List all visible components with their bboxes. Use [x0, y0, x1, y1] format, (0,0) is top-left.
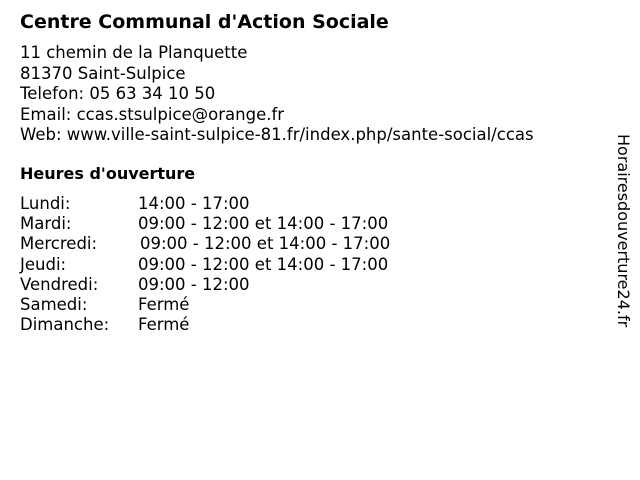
day-hours: 09:00 - 12:00	[138, 274, 250, 294]
city-postcode: 81370 Saint-Sulpice	[20, 63, 186, 83]
day-hours: 09:00 - 12:00 et 14:00 - 17:00	[138, 214, 389, 234]
contact-block	[20, 43, 534, 146]
day-hours: 09:00 - 12:00 et 14:00 - 17:00	[140, 234, 391, 254]
phone-line: Telefon: 05 63 34 10 50	[20, 84, 216, 103]
day-label: Samedi:	[20, 294, 88, 314]
day-label: Lundi:	[20, 194, 71, 213]
page-title: Centre Communal d'Action Sociale	[20, 11, 389, 33]
day-label: Mardi:	[20, 214, 72, 234]
day-label: Jeudi:	[20, 254, 67, 274]
day-label: Vendredi:	[20, 274, 99, 294]
opening-hours-heading: Heures d'ouverture	[20, 164, 196, 183]
website-line: Web: www.ville-saint-sulpice-81.fr/index.php/sante-social/ccas	[20, 125, 534, 144]
street-address: 11 chemin de la Planquette	[20, 43, 248, 62]
day-label: Mercredi:	[20, 234, 98, 254]
day-label: Dimanche:	[20, 315, 110, 335]
day-hours: Fermé	[138, 315, 190, 335]
day-hours: 09:00 - 12:00 et 14:00 - 17:00	[138, 254, 389, 274]
day-hours: Fermé	[138, 294, 190, 314]
email-line: Email: ccas.stsulpice@orange.fr	[20, 104, 285, 124]
day-hours: 14:00 - 17:00	[138, 194, 250, 213]
site-watermark: Horairesdouverture24.fr	[614, 134, 633, 328]
